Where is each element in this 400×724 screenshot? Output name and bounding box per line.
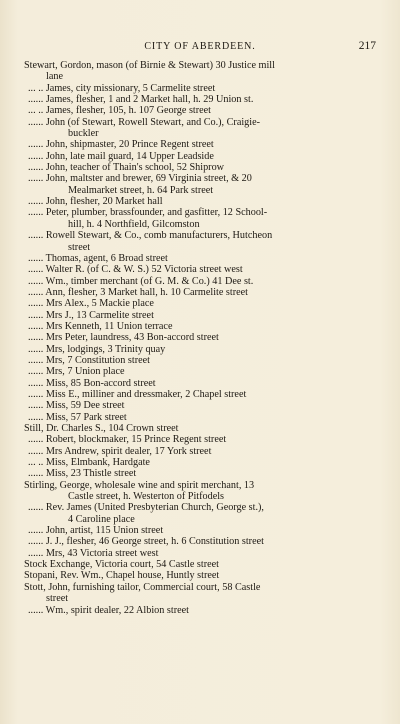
directory-entries	[24, 60, 376, 616]
directory-line: Castle street, h. Westerton of Pitfodels	[68, 491, 225, 503]
directory-line: Mealmarket street, h. 64 Park street	[68, 184, 214, 196]
directory-line: ...... Peter, plumber, brassfounder, and gasfitter, 12 School-	[28, 207, 268, 219]
directory-line: ...... Mrs, 7 Union place	[28, 366, 125, 378]
running-title: CITY OF ABERDEEN.	[144, 41, 256, 52]
directory-line: ...... Walter R. (of C. & W. S.) 52 Victoria street west	[28, 264, 243, 276]
directory-line: Stock Exchange, Victoria court, 54 Castle street	[24, 559, 219, 571]
directory-line: ... .. James, city missionary, 5 Carmelite street	[28, 82, 216, 94]
directory-line: 4 Caroline place	[68, 513, 135, 525]
directory-line: Still, Dr. Charles S., 104 Crown street	[24, 423, 179, 434]
directory-line: lane	[46, 71, 63, 83]
directory-line: ...... Mrs, 43 Victoria street west	[28, 547, 159, 559]
directory-line: ...... Wm., timber merchant (of G. M. & Co.) 41 Dee st.	[28, 275, 254, 287]
directory-line: ...... John, maltster and brewer, 69 Virginia street, & 20	[28, 173, 252, 185]
directory-line: ...... John, artist, 115 Union street	[28, 525, 164, 537]
directory-line: ...... Miss, 85 Bon-accord street	[28, 377, 156, 389]
directory-line: ...... Mrs, lodgings, 3 Trinity quay	[28, 343, 166, 355]
directory-line: buckler	[68, 128, 99, 140]
directory-line: ... .. Miss, Elmbank, Hardgate	[28, 457, 150, 469]
directory-line: ...... Mrs Alex., 5 Mackie place	[28, 298, 154, 310]
directory-line: ...... Mrs, 7 Constitution street	[28, 354, 150, 366]
directory-line: hill, h. 4 Northfield, Gilcomston	[68, 218, 200, 230]
directory-line: Stopani, Rev. Wm., Chapel house, Huntly street	[24, 570, 220, 582]
directory-line: ...... Miss, 23 Thistle street	[28, 468, 137, 480]
directory-line: ...... John (of Stewart, Rowell Stewart, and Co.), Craigie-	[28, 116, 261, 128]
directory-line: ...... Miss E., milliner and dressmaker, 2 Chapel street	[28, 388, 247, 400]
directory-line: ...... John, late mail guard, 14 Upper Leadside	[28, 150, 214, 162]
directory-line: ...... John, flesher, 20 Market hall	[28, 196, 163, 208]
directory-line: ...... Mrs J., 13 Carmelite street	[28, 309, 154, 321]
directory-line: ...... Mrs Peter, laundress, 43 Bon-accord street	[28, 332, 219, 344]
directory-line: ...... Rowell Stewart, & Co., comb manufacturers, Hutcheon	[28, 230, 273, 242]
directory-line: ...... James, flesher, 1 and 2 Market hall, h. 29 Union st.	[28, 94, 254, 106]
directory-line: ... .. James, flesher, 105, h. 107 George street	[28, 105, 212, 117]
directory-line: ...... Rev. James (United Presbyterian Church, George st.),	[28, 502, 264, 514]
directory-line: ...... Miss, 59 Dee street	[28, 400, 125, 412]
directory-line: ...... Miss, 57 Park street	[28, 411, 127, 423]
directory-line: street	[46, 593, 69, 605]
directory-line: ...... Mrs Kenneth, 11 Union terrace	[28, 320, 173, 332]
page-number: 217	[358, 40, 376, 52]
directory-line: Stott, John, furnishing tailor, Commercial court, 58 Castle	[24, 581, 261, 593]
directory-line: ...... Mrs Andrew, spirit dealer, 17 York street	[28, 445, 212, 457]
page-header	[0, 41, 400, 55]
directory-line: ...... J. J., flesher, 46 George street, h. 6 Constitution street	[28, 536, 264, 548]
directory-line: ...... John, shipmaster, 20 Prince Regent street	[28, 139, 214, 151]
directory-line: ...... Robert, blockmaker, 15 Prince Regent street	[28, 434, 227, 446]
directory-line: Stewart, Gordon, mason (of Birnie & Stewart) 30 Justice mill	[24, 60, 275, 71]
directory-line: ...... Thomas, agent, 6 Broad street	[28, 252, 168, 264]
directory-line: ...... Wm., spirit dealer, 22 Albion street	[28, 604, 189, 616]
directory-line: street	[68, 241, 91, 253]
directory-line: ...... Ann, flesher, 3 Market hall, h. 10 Carmelite street	[28, 286, 248, 298]
directory-line: Stirling, George, wholesale wine and spirit merchant, 13	[24, 479, 255, 491]
directory-line: ...... John, teacher of Thain's school, 52 Shiprow	[28, 162, 225, 174]
